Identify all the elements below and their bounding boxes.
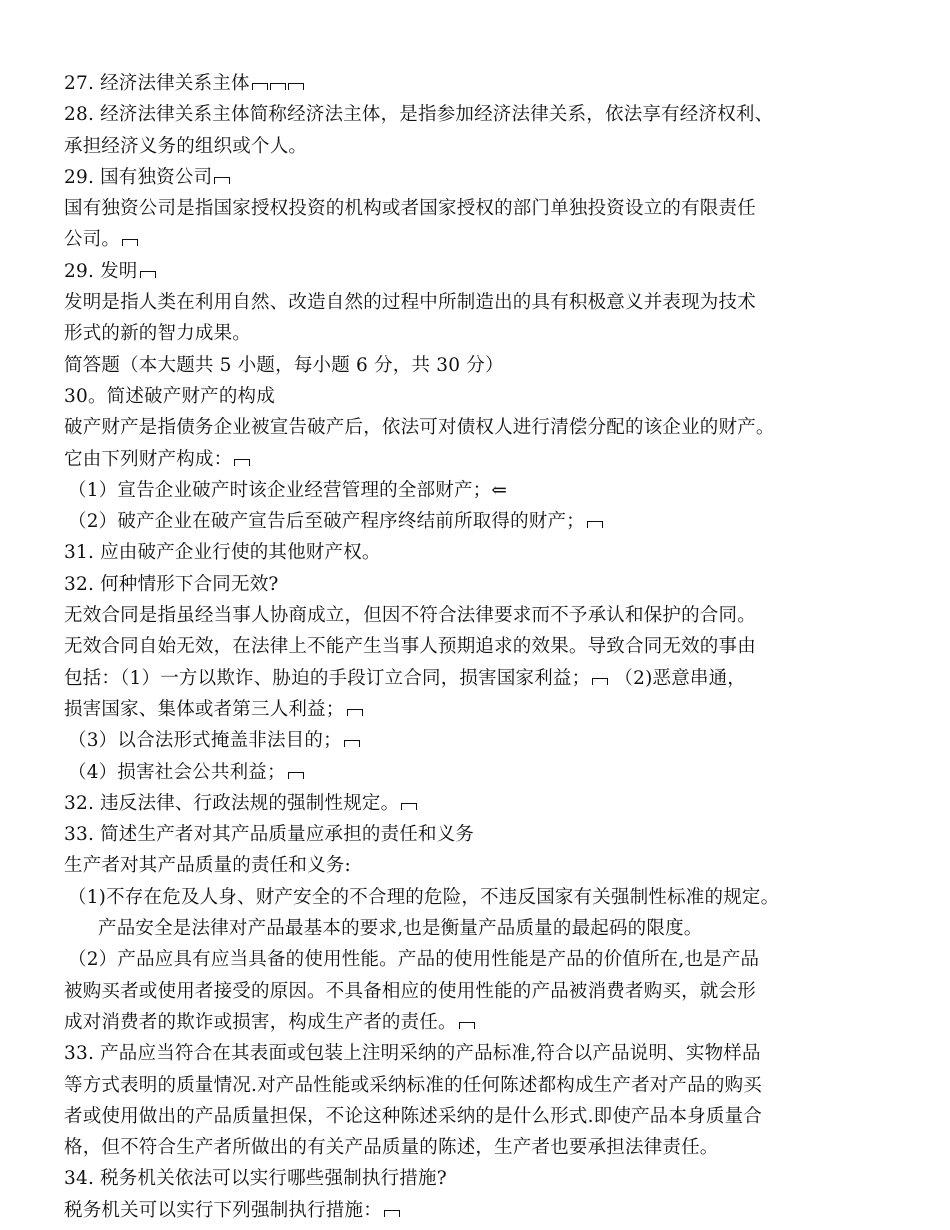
text-line: 税务机关可以实行下列强制执行措施： bbox=[64, 1195, 884, 1226]
paragraph-mark-icon bbox=[592, 678, 608, 685]
text-line: 承担经济义务的组织或个人。 bbox=[64, 135, 308, 157]
text-line: 生产者对其产品质量的责任和义务: bbox=[64, 855, 351, 877]
list-item: （1）宣告企业破产时该企业经营管理的全部财产；⇐ bbox=[68, 479, 508, 501]
text-line: 被购买者或使用者接受的原因。不具备相应的使用性能的产品被消费者购买，就会形 bbox=[64, 980, 756, 1002]
list-item: （4）损害社会公共利益； bbox=[64, 757, 884, 788]
list-item: （3）以合法形式掩盖非法目的； bbox=[64, 725, 884, 756]
list-item: （2）产品应具有应当具备的使用性能。产品的使用性能是产品的价值所在,也是产品 bbox=[68, 949, 760, 971]
text-line: 等方式表明的质量情况.对产品性能或采纳标准的任何陈述都构成生产者对产品的购买 bbox=[64, 1074, 762, 1096]
paragraph-mark-icon bbox=[140, 271, 156, 278]
text-line: 公司。 bbox=[64, 224, 884, 255]
text-line: 无效合同是指虽经当事人协商成立，但因不符合法律要求而不予承认和保护的合同。 bbox=[64, 605, 756, 627]
heading-33: 33. 简述生产者对其产品质量应承担的责任和义务 bbox=[64, 824, 475, 846]
text-line: 它由下列财产构成： bbox=[64, 444, 884, 475]
heading-33b: 33. 产品应当符合在其表面或包装上注明采纳的产品标准,符合以产品说明、实物样品 bbox=[64, 1043, 761, 1065]
paragraph-mark-icon bbox=[384, 1210, 400, 1217]
text-line: 者或使用做出的产品质量担保，不论这种陈述采纳的是什么形式.即使产品本身质量合 bbox=[64, 1105, 762, 1127]
paragraph-mark-icon bbox=[459, 1022, 475, 1029]
text-line: 格，但不符合生产者所做出的有关产品质量的陈述，生产者也要承担法律责任。 bbox=[64, 1137, 719, 1159]
heading-30: 30。简述破产财产的构成 bbox=[64, 385, 275, 407]
text-line: 无效合同自始无效，在法律上不能产生当事人预期追求的效果。导致合同无效的事由 bbox=[64, 636, 756, 658]
text-line: 包括：（1）一方以欺诈、胁迫的手段订立合同，损害国家利益； （2)恶意串通， bbox=[64, 667, 747, 689]
paragraph-mark-icon bbox=[344, 740, 360, 747]
text-line: 发明是指人类在利用自然、改造自然的过程中所制造出的具有积极意义并表现为技术 bbox=[64, 292, 756, 314]
paragraph-mark-icon bbox=[288, 83, 304, 90]
text-line: 破产财产是指债务企业被宣告破产后，依法可对债权人进行清偿分配的该企业的财产。 bbox=[64, 417, 775, 439]
heading-31: 31. 应由破产企业行使的其他财产权。 bbox=[64, 542, 381, 564]
section-heading: 简答题（本大题共 5 小题，每小题 6 分，共 30 分） bbox=[64, 354, 504, 376]
paragraph-mark-icon bbox=[214, 177, 230, 184]
paragraph-mark-icon bbox=[252, 83, 268, 90]
paragraph-mark-icon bbox=[234, 459, 250, 466]
heading-27: 27. 经济法律关系主体 bbox=[64, 68, 884, 99]
text-line: 形式的新的智力成果。 bbox=[64, 323, 252, 345]
text-line: 28. 经济法律关系主体简称经济法主体，是指参加经济法律关系，依法享有经济权利、 bbox=[64, 104, 774, 126]
paragraph-mark-icon bbox=[587, 521, 603, 528]
text-line: 产品安全是法律对产品最基本的要求,也是衡量产品质量的最起码的限度。 bbox=[98, 918, 703, 940]
heading-29b: 29. 发明 bbox=[64, 256, 884, 287]
heading-32: 32. 何种情形下合同无效? bbox=[64, 573, 279, 595]
text-line: 损害国家、集体或者第三人利益； bbox=[64, 694, 884, 725]
document-body bbox=[64, 68, 884, 1226]
paragraph-mark-icon bbox=[270, 83, 286, 90]
heading-29a: 29. 国有独资公司 bbox=[64, 162, 884, 193]
heading-32b: 32. 违反法律、行政法规的强制性规定。 bbox=[64, 788, 884, 819]
text-line: 成对消费者的欺诈或损害，构成生产者的责任。 bbox=[64, 1007, 884, 1038]
paragraph-mark-icon bbox=[122, 239, 138, 246]
list-item: （1)不存在危及人身、财产安全的不合理的危险，不违反国家有关强制性标准的规定。 bbox=[68, 886, 780, 908]
heading-34: 34. 税务机关依法可以实行哪些强制执行措施? bbox=[64, 1168, 447, 1190]
paragraph-mark-icon bbox=[347, 709, 363, 716]
text-line: 国有独资公司是指国家授权投资的机构或者国家授权的部门单独投资设立的有限责任 bbox=[64, 198, 756, 220]
paragraph-mark-icon bbox=[401, 803, 417, 810]
paragraph-mark-icon bbox=[288, 772, 304, 779]
list-item: （2）破产企业在破产宣告后至破产程序终结前所取得的财产； bbox=[64, 506, 884, 537]
